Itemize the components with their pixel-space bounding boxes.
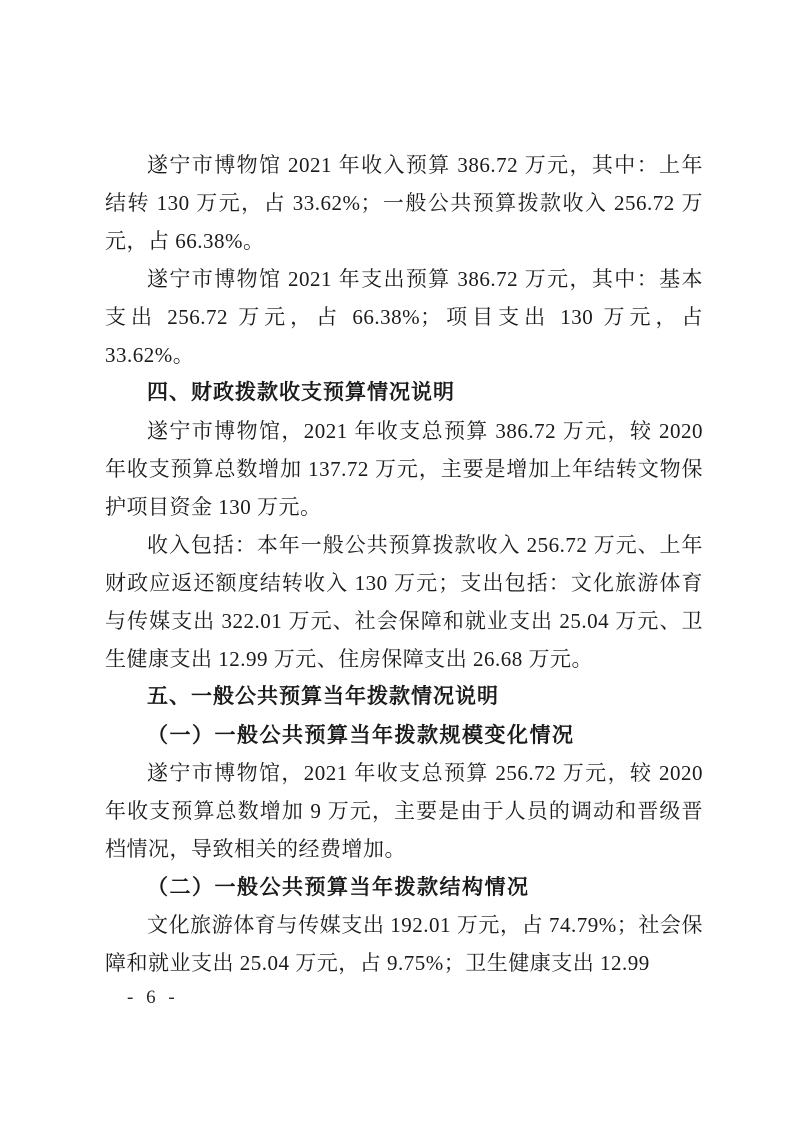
paragraph-income-budget-summary: 遂宁市博物馆 2021 年收入预算 386.72 万元，其中：上年结转 130 万元，占 33.62%；一般公共预算拨款收入 256.72 万元，占 66.38%。 (105, 153, 703, 253)
subheading-5-2-structure: （二）一般公共预算当年拨款结构情况 (147, 875, 530, 899)
paragraph-structure-detail: 文化旅游体育与传媒支出 192.01 万元，占 74.79%；社会保障和就业支出 25.04 万元，占 9.75%；卫生健康支出 12.99 (105, 913, 703, 975)
paragraph-income-expenditure-breakdown: 收入包括：本年一般公共预算拨款收入 256.72 万元、上年财政应返还额度结转收入 130 万元；支出包括：文化旅游体育与传媒支出 322.01 万元、社会保障和就业支出 25.04 万元、卫生健康支出 12.99 万元、住房保障支出 26.68 万元。 (105, 533, 703, 671)
document-content (105, 146, 703, 982)
paragraph-total-budget-change: 遂宁市博物馆，2021 年收支总预算 386.72 万元，较 2020 年收支预算总数增加 137.72 万元，主要是增加上年结转文物保护项目资金 130 万元。 (105, 419, 703, 519)
heading-section-5-public-budget-appropriation: 五、一般公共预算当年拨款情况说明 (147, 685, 499, 708)
page-number: - 6 - (127, 987, 179, 1008)
paragraph-scale-change-detail: 遂宁市博物馆，2021 年收支总预算 256.72 万元，较 2020 年收支预算总数增加 9 万元，主要是由于人员的调动和晋级晋档情况，导致相关的经费增加。 (105, 761, 703, 861)
heading-section-4-fiscal-appropriation: 四、财政拨款收支预算情况说明 (147, 381, 455, 404)
paragraph-expenditure-budget-summary: 遂宁市博物馆 2021 年支出预算 386.72 万元，其中：基本支出 256.72 万元，占 66.38%；项目支出 130 万元，占 33.62%。 (105, 267, 703, 367)
subheading-5-1-scale-change: （一）一般公共预算当年拨款规模变化情况 (147, 723, 575, 747)
